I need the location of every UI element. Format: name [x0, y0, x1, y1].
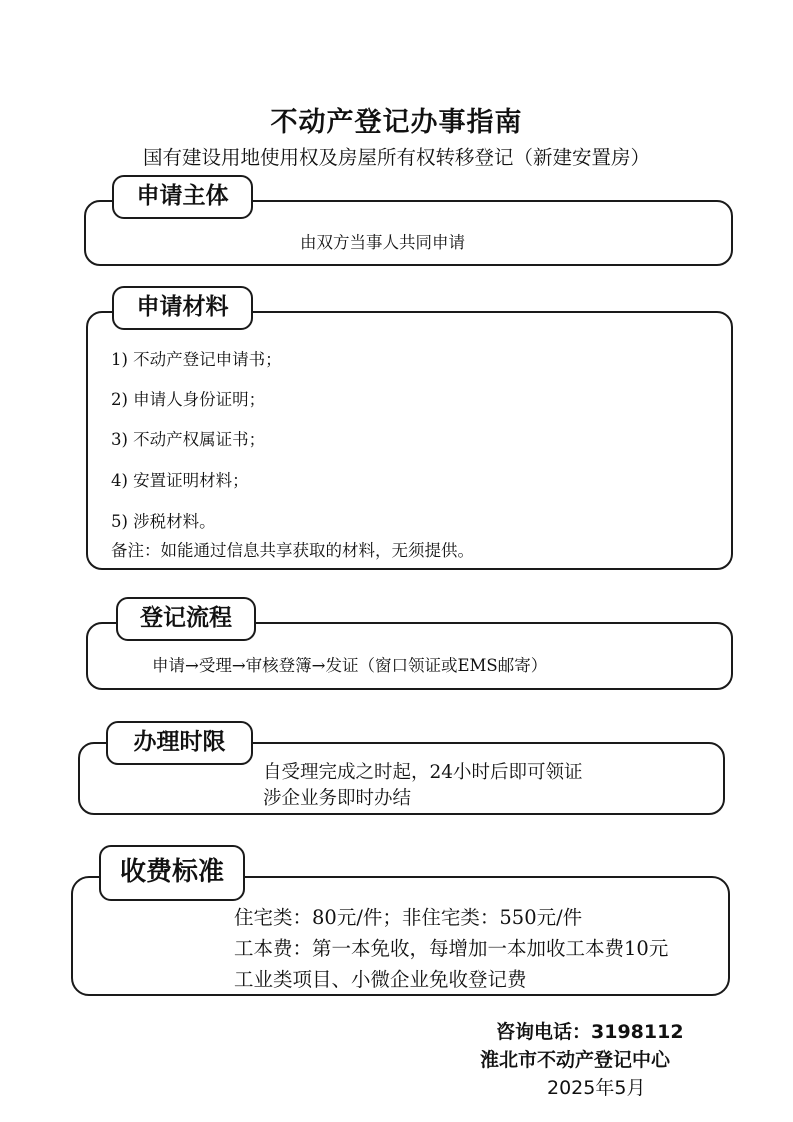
page-title: 不动产登记办事指南: [270, 107, 523, 138]
fees-line: 住宅类：80元/件；非住宅类：550元/件: [234, 906, 583, 929]
organization: 淮北市不动产登记中心: [480, 1049, 671, 1071]
applicant-text: 由双方当事人共同申请: [300, 233, 465, 252]
time-limit-heading: 办理时限: [106, 721, 253, 765]
material-item: 3) 不动产权属证书；: [111, 430, 266, 449]
materials-note: 备注：如能通过信息共享获取的材料，无须提供。: [111, 541, 474, 560]
fees-line: 工本费：第一本免收，每增加一本加收工本费10元: [234, 937, 669, 960]
applicant-heading: 申请主体: [112, 175, 253, 219]
time-limit-line: 涉企业务即时办结: [263, 788, 412, 809]
material-item: 2) 申请人身份证明；: [111, 390, 266, 409]
page-subtitle: 国有建设用地使用权及房屋所有权转移登记（新建安置房）: [142, 146, 650, 169]
process-heading: 登记流程: [116, 597, 256, 641]
time-limit-line: 自受理完成之时起，24小时后即可领证: [263, 762, 583, 783]
material-item: 5) 涉税材料。: [111, 512, 216, 531]
hotline: 咨询电话：3198112: [496, 1021, 684, 1043]
fees-heading: 收费标准: [99, 845, 245, 901]
material-item: 1) 不动产登记申请书；: [111, 350, 282, 369]
fees-line: 工业类项目、小微企业免收登记费: [234, 968, 527, 991]
issue-date: 2025年5月: [547, 1077, 646, 1099]
materials-heading: 申请材料: [112, 286, 253, 330]
process-text: 申请→受理→审核登簿→发证（窗口领证或EMS邮寄）: [152, 656, 548, 675]
material-item: 4) 安置证明材料；: [111, 471, 249, 490]
